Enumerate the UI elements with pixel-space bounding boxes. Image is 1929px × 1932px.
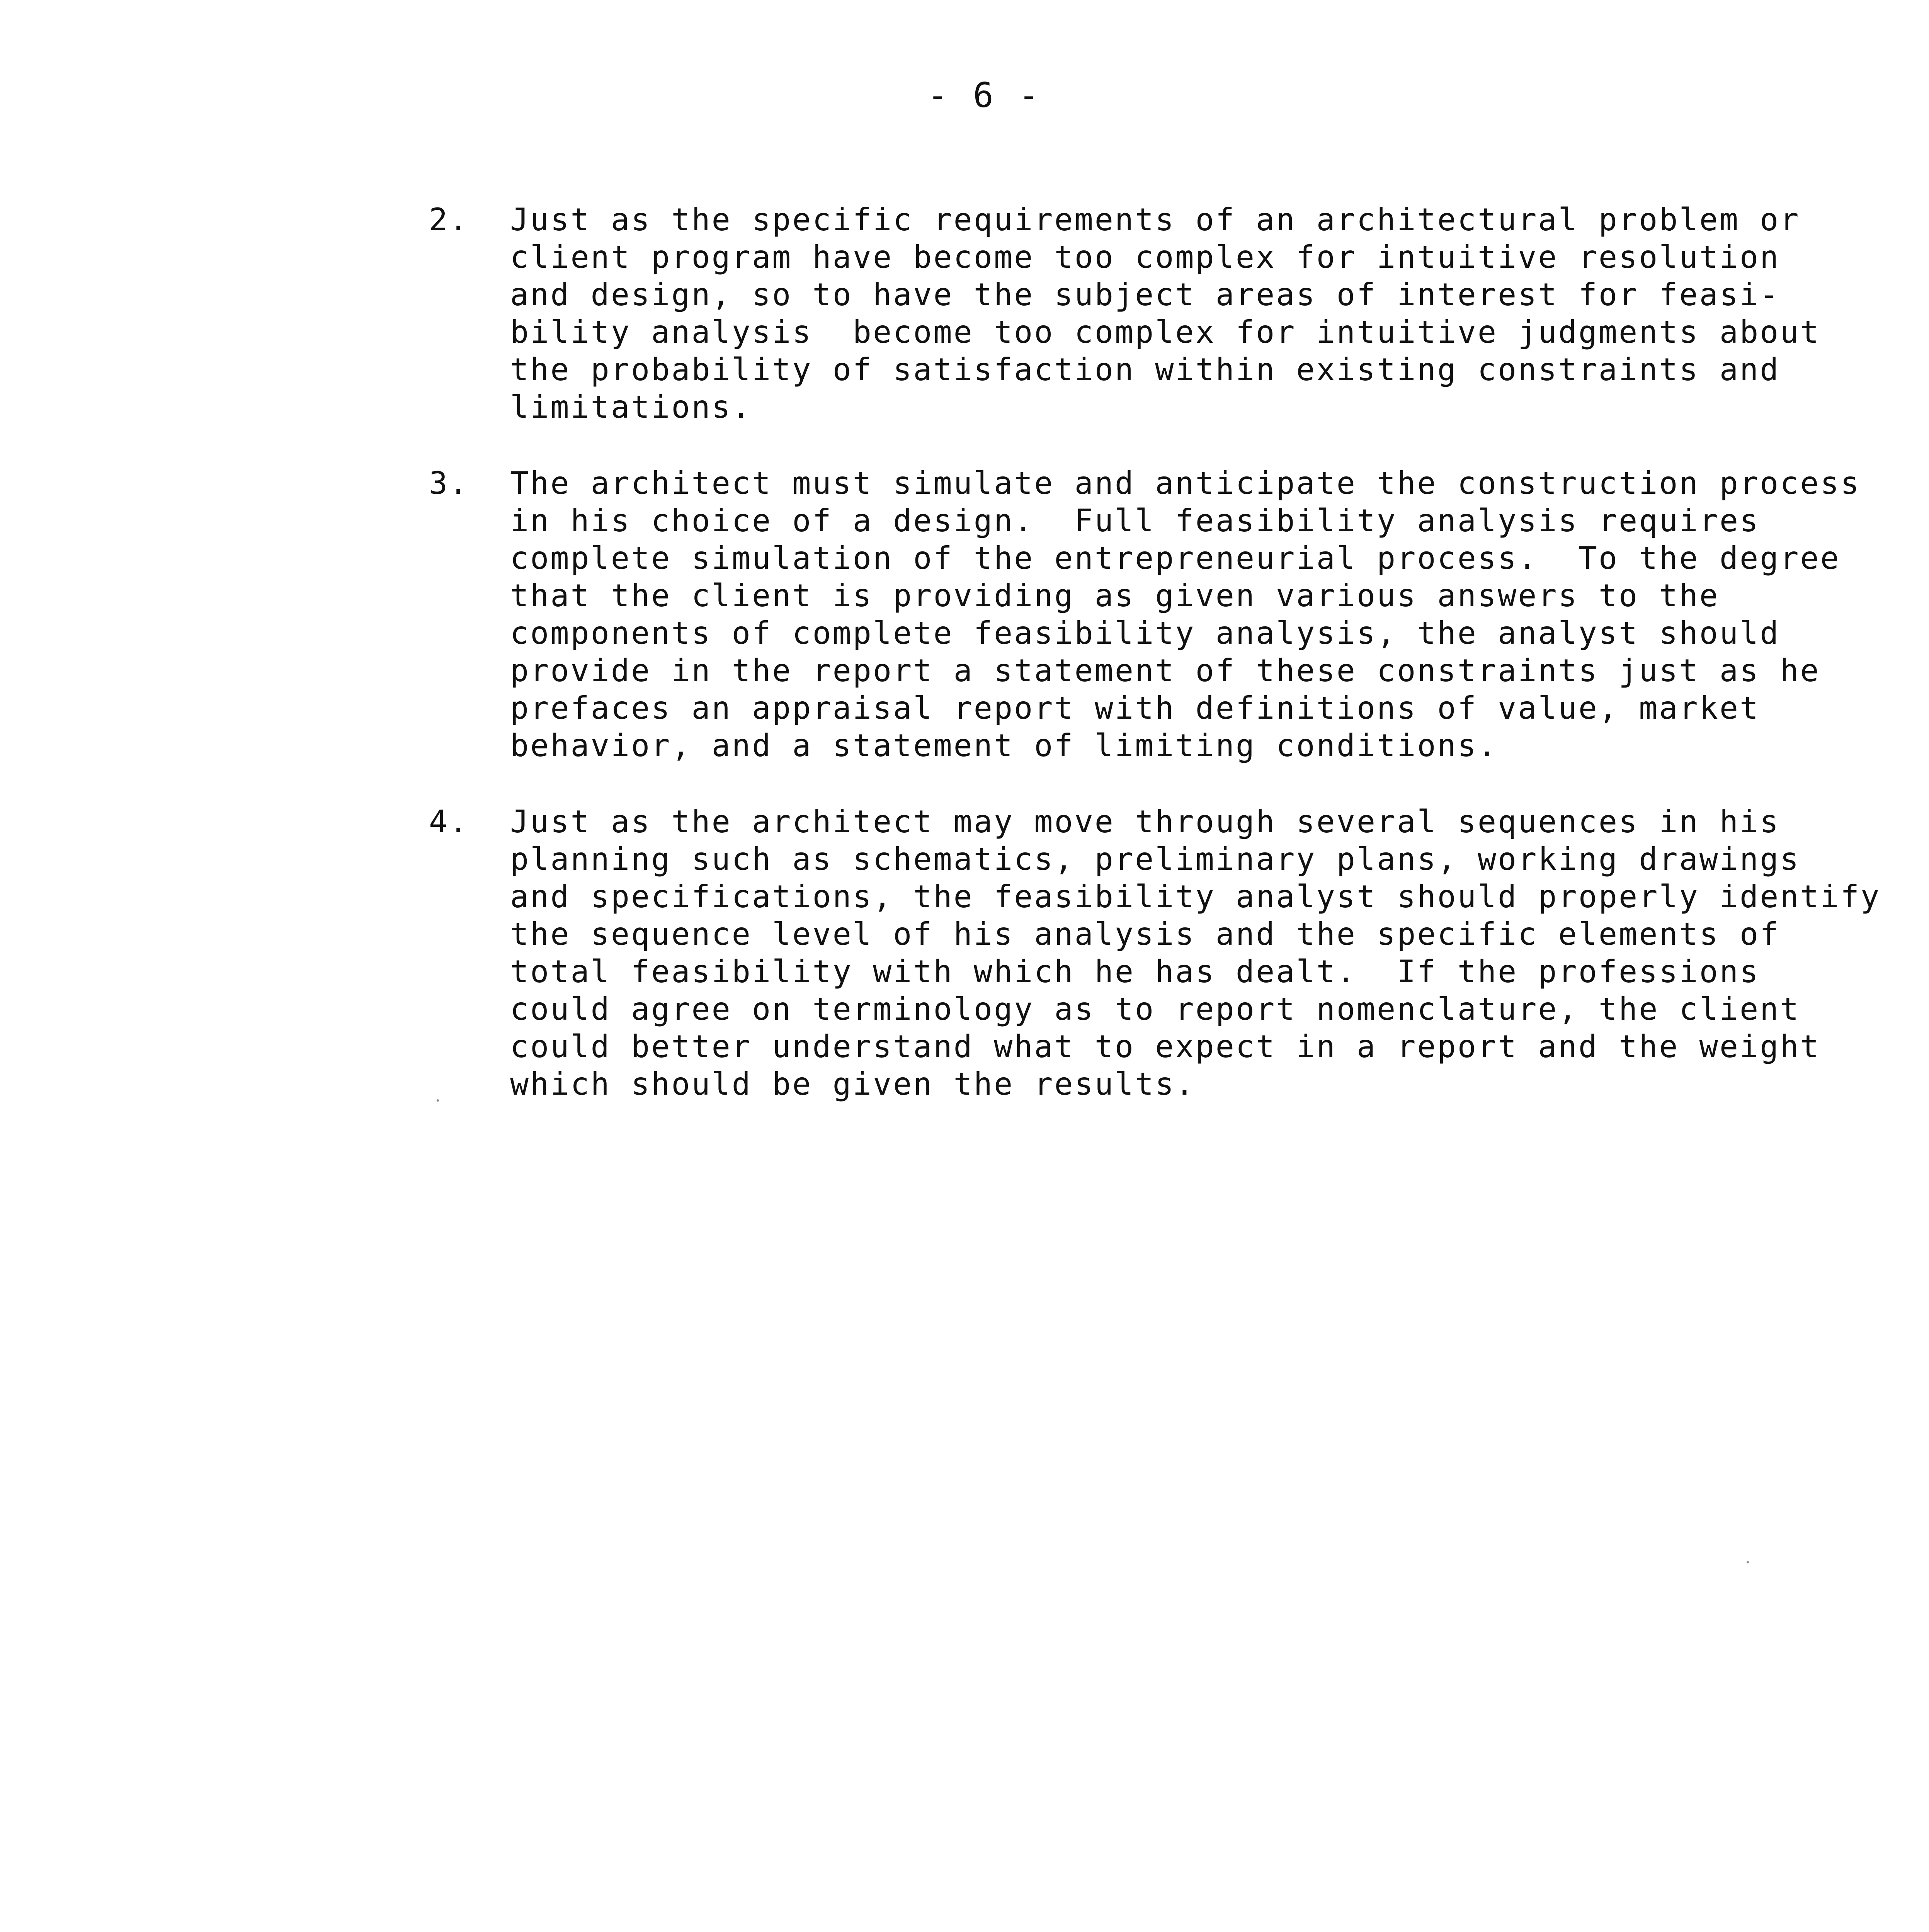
scan-speck xyxy=(1747,1561,1749,1563)
text-line: client program have become too complex for intuitive resolution xyxy=(510,239,1780,275)
text-line: the sequence level of his analysis and the specific elements of xyxy=(510,916,1780,952)
text-line: planning such as schematics, preliminary plans, working drawings xyxy=(510,841,1800,877)
list-item-text xyxy=(510,201,1878,426)
list-item-4 xyxy=(429,803,1881,1103)
page-number: - 6 - xyxy=(927,75,1041,115)
text-line: could better understand what to expect in a report and the weight xyxy=(510,1029,1820,1065)
text-line: The architect must simulate and anticipate the construction process xyxy=(510,465,1861,501)
list-item-2 xyxy=(429,201,1878,426)
numbered-list xyxy=(429,201,1881,1141)
list-item-3 xyxy=(429,464,1878,764)
list-item-number: 3. xyxy=(429,465,469,501)
text-line: total feasibility with which he has dealt. If the professions xyxy=(510,954,1760,990)
list-item-text xyxy=(510,803,1881,1103)
list-item-text xyxy=(510,464,1878,764)
text-line: could agree on terminology as to report nomenclature, the client xyxy=(510,991,1800,1027)
text-line: the probability of satisfaction within existing constraints and xyxy=(510,352,1780,388)
text-line: prefaces an appraisal report with definitions of value, market xyxy=(510,690,1760,726)
text-line: Just as the specific requirements of an architectural problem or xyxy=(510,202,1800,238)
text-line: in his choice of a design. Full feasibility analysis requires xyxy=(510,503,1760,539)
text-line: which should be given the results. xyxy=(510,1066,1196,1102)
list-item-number: 4. xyxy=(429,804,469,840)
text-line: components of complete feasibility analysis, the analyst should xyxy=(510,615,1780,651)
text-line: complete simulation of the entrepreneurial process. To the degree xyxy=(510,540,1841,576)
text-line: bility analysis become too complex for intuitive judgments about xyxy=(510,314,1820,350)
text-line: and specifications, the feasibility analyst should properly identify xyxy=(510,879,1881,915)
text-line: limitations. xyxy=(510,389,752,425)
scan-speck xyxy=(437,1099,439,1102)
text-line: provide in the report a statement of these constraints just as he xyxy=(510,653,1820,689)
text-line: Just as the architect may move through several sequences in his xyxy=(510,804,1780,840)
text-line: that the client is providing as given various answers to the xyxy=(510,578,1720,614)
text-line: behavior, and a statement of limiting conditions. xyxy=(510,728,1498,764)
text-line: and design, so to have the subject areas of interest for feasi- xyxy=(510,277,1780,313)
list-item-number: 2. xyxy=(429,202,469,238)
